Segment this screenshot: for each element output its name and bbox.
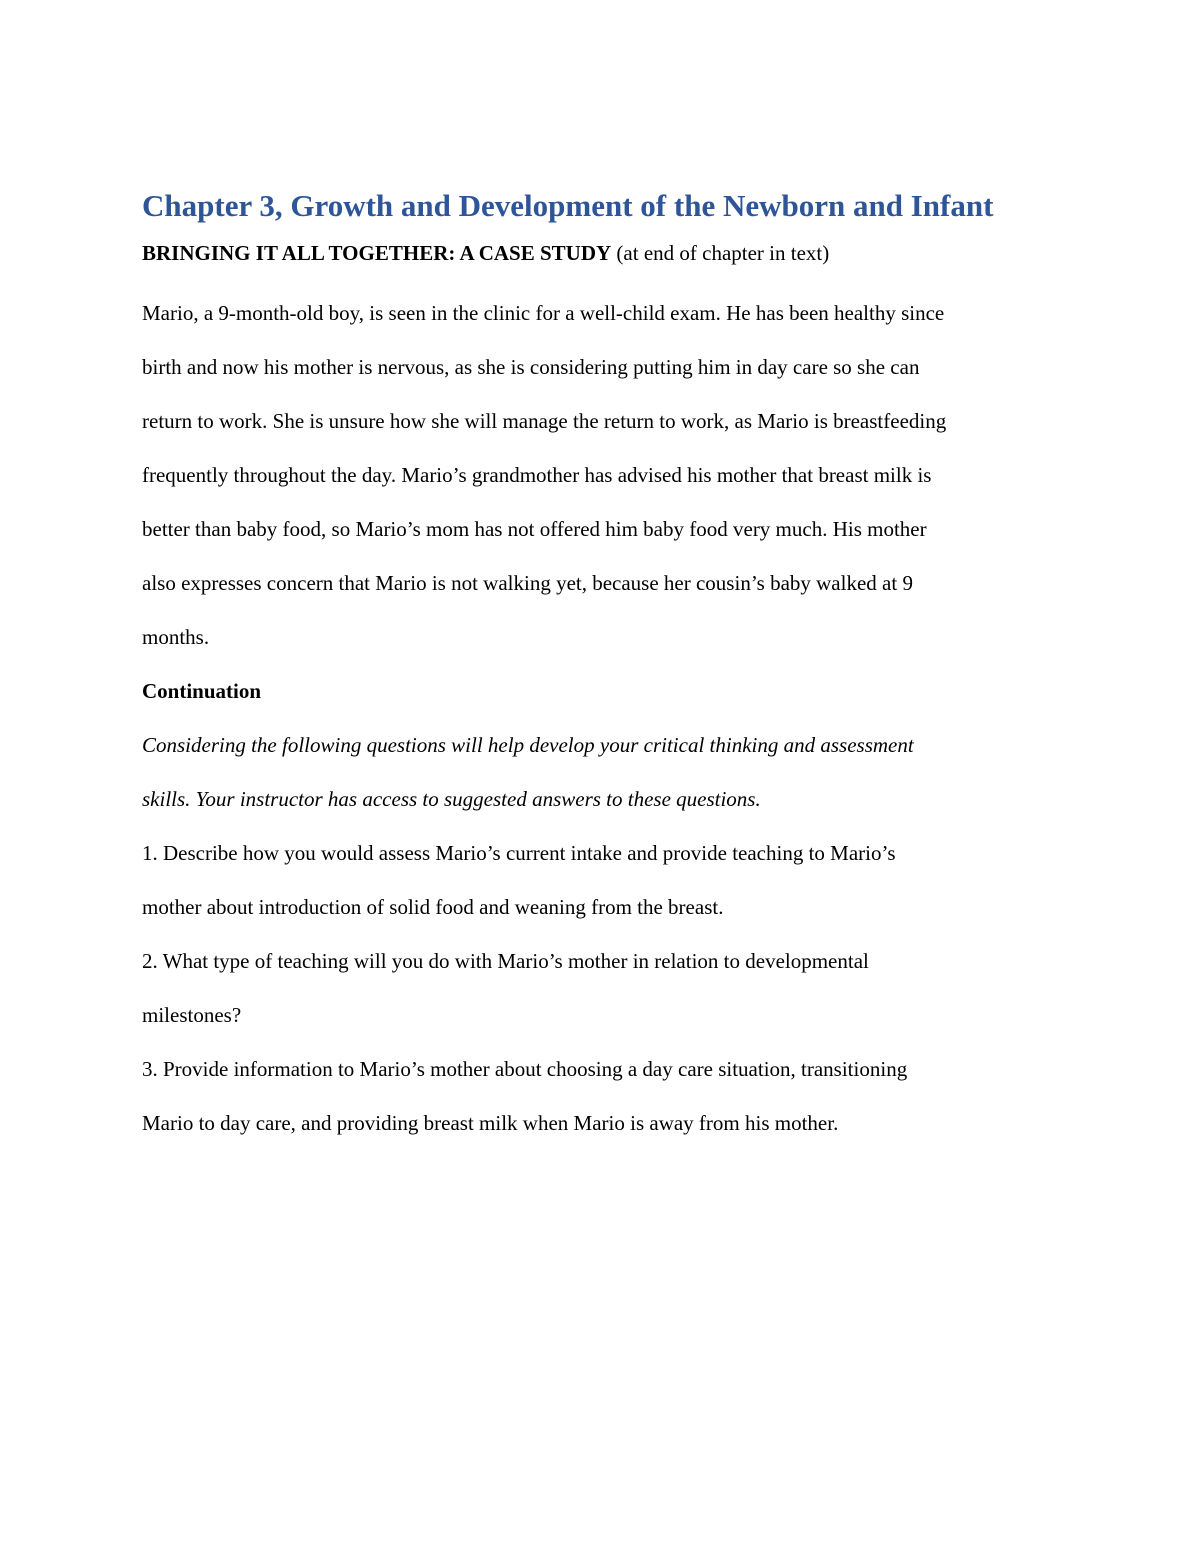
case-line: also expresses concern that Mario is not walking yet, because her cousin’s baby walked at 9 (142, 571, 913, 595)
question-3 (142, 1042, 1062, 1150)
case-study-heading-bold: BRINGING IT ALL TOGETHER: A CASE STUDY (142, 241, 612, 265)
case-study-heading-note: (at end of chapter in text) (611, 241, 830, 265)
question-2 (142, 934, 1062, 1042)
case-description (142, 286, 1062, 664)
question-line: 1. Describe how you would assess Mario’s current intake and provide teaching to Mario’s (142, 841, 896, 865)
case-line: months. (142, 625, 210, 649)
case-line: return to work. She is unsure how she will manage the return to work, as Mario is breastfeeding (142, 409, 947, 433)
continuation-heading: Continuation (142, 679, 262, 703)
question-line: 2. What type of teaching will you do with Mario’s mother in relation to developmental (142, 949, 869, 973)
question-line: Mario to day care, and providing breast milk when Mario is away from his mother. (142, 1111, 839, 1135)
case-line: better than baby food, so Mario’s mom has not offered him baby food very much. His mother (142, 517, 927, 541)
instruction-line: Considering the following questions will help develop your critical thinking and assessment (142, 733, 914, 757)
question-1 (142, 826, 1062, 934)
question-line: mother about introduction of solid food and weaning from the breast. (142, 895, 724, 919)
case-line: birth and now his mother is nervous, as she is considering putting him in day care so she can (142, 355, 920, 379)
document-content (142, 184, 1062, 1150)
instructions (142, 718, 1062, 826)
chapter-title: Chapter 3, Growth and Development of the Newborn and Infant (142, 188, 994, 223)
case-study-heading (142, 238, 1062, 268)
question-line: milestones? (142, 1003, 242, 1027)
case-line: frequently throughout the day. Mario’s grandmother has advised his mother that breast milk is (142, 463, 932, 487)
question-line: 3. Provide information to Mario’s mother about choosing a day care situation, transitioning (142, 1057, 908, 1081)
instruction-line: skills. Your instructor has access to suggested answers to these questions. (142, 787, 761, 811)
case-line: Mario, a 9-month-old boy, is seen in the clinic for a well-child exam. He has been healthy since (142, 301, 945, 325)
